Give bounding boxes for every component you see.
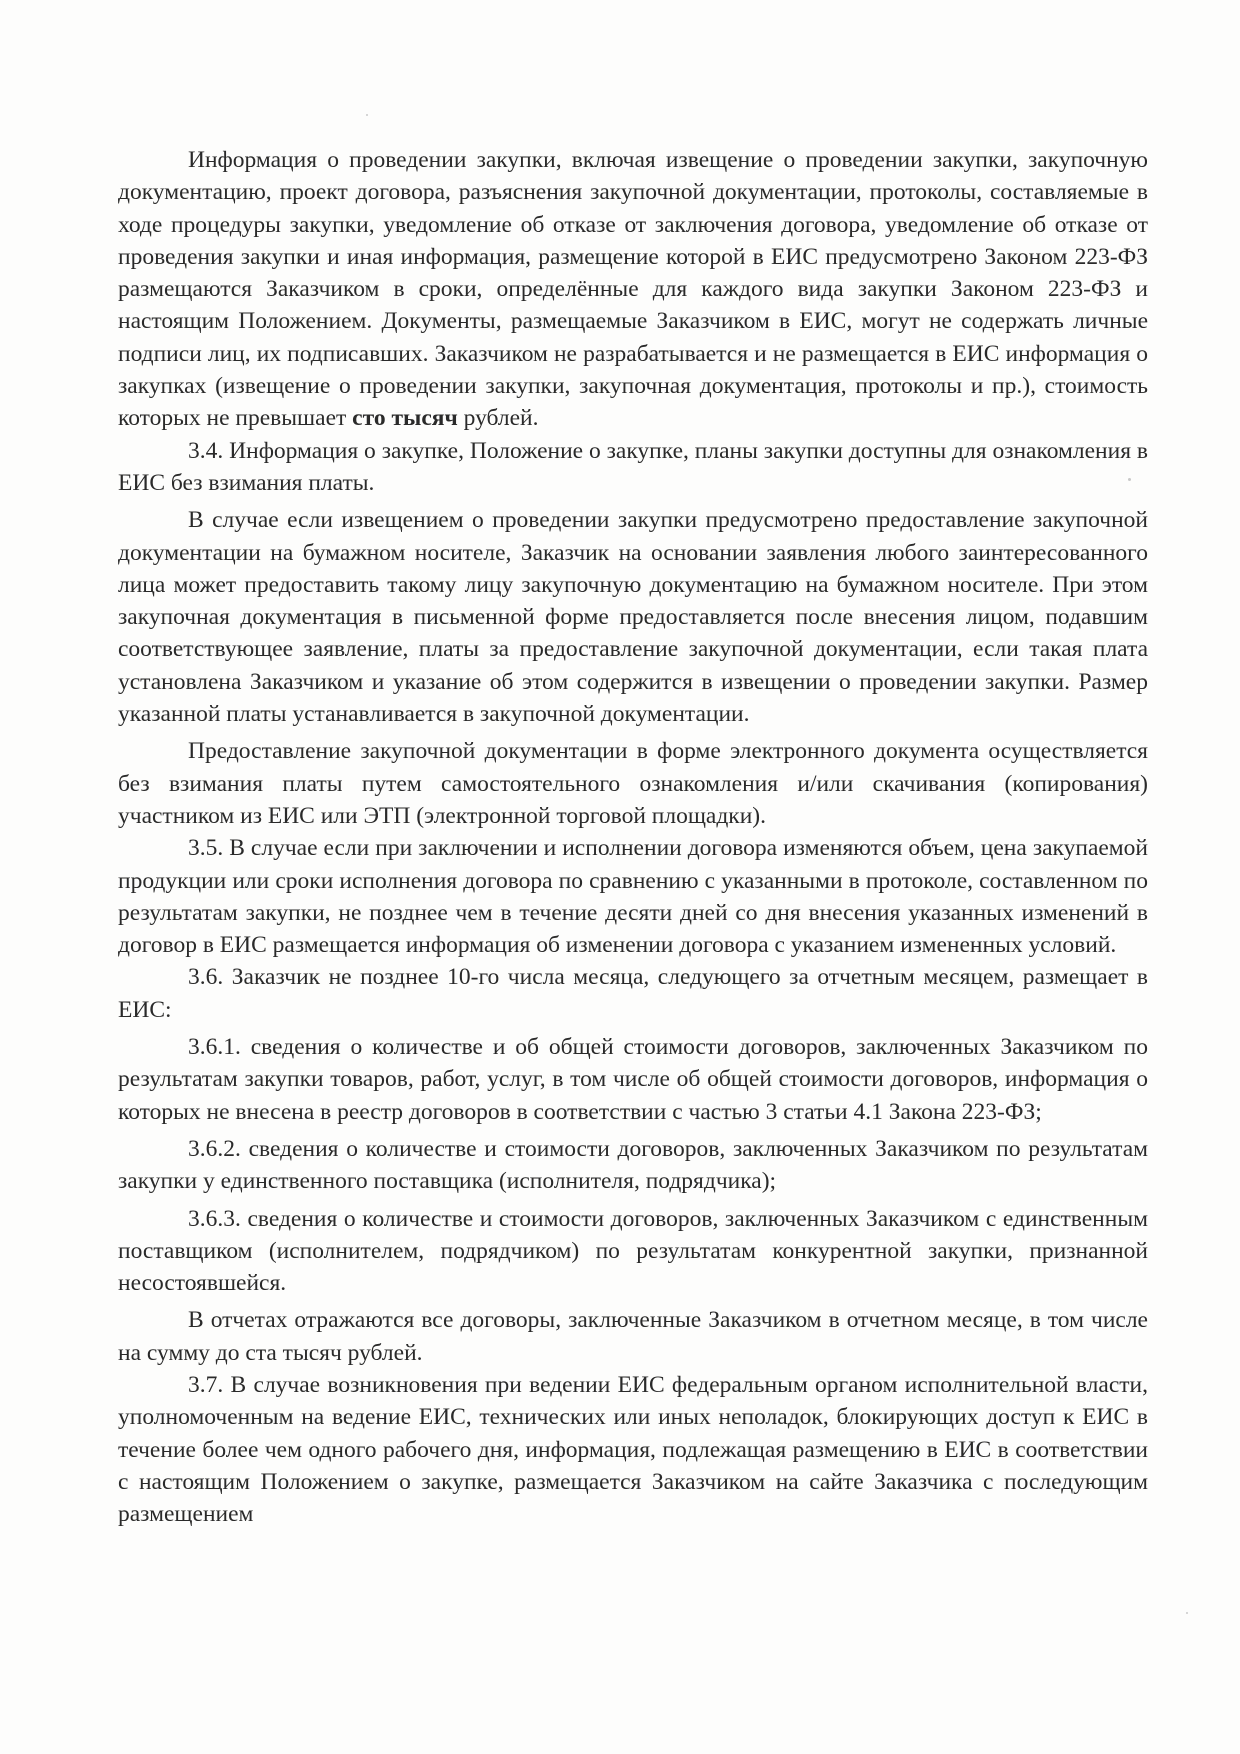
- bold-amount: сто тысяч: [352, 405, 458, 432]
- scan-speck: [1128, 478, 1131, 481]
- paragraph-text: Информация о проведении закупки, включая извещение о проведении закупки, закупочную документацию, проект договора, разъяснения закупочной документации, протоколы, составляемые в ходе процедуры закупки, уведомление об отказе от заключения договора, уведомление об отказе от проведения закупки и иная информация, размещение которой в ЕИС предусмотрено Законом 223-ФЗ размещаются Заказчиком в сроки, определённые для каждого вида закупки Законом 223-ФЗ и настоящим Положением. Документы, размещаемые Заказчиком в ЕИС, могут не содержать личные подписи лиц, их подписавших. Заказчиком не разрабатывается и не размещается в ЕИС информация о закупках (извещение о проведении закупки, закупочная документация, протоколы и пр.), стоимость которых не превышает: [118, 147, 1148, 432]
- paragraph-text-end: рублей.: [457, 405, 539, 432]
- paragraph-electronic-documentation: Предоставление закупочной документации в форме электронного документа осуществляется без взимания платы путем самостоятельного ознакомления и/или скачивания (копирования) участником из ЕИС или ЭТП (электронной торговой площадки).: [118, 738, 1148, 829]
- paragraph-3-6-1: 3.6.1. сведения о количестве и об общей стоимости договоров, заключенных Заказчиком по результатам закупки товаров, работ, услуг, в том числе об общей стоимости договоров, информация о которых не внесена в реестр договоров в соответствии с частью 3 статьи 4.1 Закона 223-ФЗ;: [118, 1034, 1148, 1125]
- paragraph-3-7: 3.7. В случае возникновения при ведении ЕИС федеральным органом исполнительной власти, уполномоченным на ведение ЕИС, технических или иных неполадок, блокирующих доступ к ЕИС в течение более чем одного рабочего дня, информация, подлежащая размещению в ЕИС в соответствии с настоящим Положением о закупке, размещается Заказчиком на сайте Заказчика с последующим размещением: [118, 1371, 1148, 1528]
- clause-number: 3.4.: [188, 437, 224, 464]
- scan-speck: [1186, 1612, 1188, 1614]
- paragraph-3-6-3: 3.6.3. сведения о количестве и стоимости договоров, заключенных Заказчиком с единственным поставщиком (исполнителем, подрядчиком) по результатам конкурентной закупки, признанной несостоявшейся.: [118, 1205, 1148, 1297]
- paragraph-3-6-2: 3.6.2. сведения о количестве и стоимости договоров, заключенных Заказчиком по результатам закупки у единственного поставщика (исполнителя, подрядчика);: [118, 1135, 1148, 1195]
- paragraph-paper-documentation: В случае если извещением о проведении закупки предусмотрено предоставление закупочной документации на бумажном носителе, Заказчик на основании заявления любого заинтересованного лица может предоставить такому лицу закупочную документацию на бумажном носителе. При этом закупочная документация в письменной форме предоставляется после внесения лицом, подавшим соответствующее заявление, платы за предоставление закупочной документации, если такая плата установлена Заказчиком и указание об этом содержится в извещении о проведении закупки. Размер указанной платы устанавливается в закупочной документации.: [118, 507, 1148, 728]
- paragraph-3-4: [118, 435, 1148, 500]
- paragraph-publication-info: [118, 144, 1148, 435]
- scan-speck: [366, 114, 368, 116]
- paragraph-reports: В отчетах отражаются все договоры, заключенные Заказчиком в отчетном месяце, в том числе на сумму до ста тысяч рублей.: [118, 1307, 1148, 1366]
- paragraph-3-5: 3.5. В случае если при заключении и исполнении договора изменяются объем, цена закупаемой продукции или сроки исполнения договора по сравнению с указанными в протоколе, составленном по результатам закупки, не позднее чем в течение десяти дней со дня внесения указанных изменений в договор в ЕИС размещается информация об изменении договора с указанием измененных условий.: [118, 835, 1148, 959]
- document-body: [118, 144, 1148, 1530]
- paragraph-text: Информация о закупке, Положение о закупке, планы закупки доступны для ознакомления в ЕИС без взимания платы.: [118, 437, 1148, 496]
- paragraph-3-6: 3.6. Заказчик не позднее 10-го числа месяца, следующего за отчетным месяцем, размещает в ЕИС:: [118, 964, 1148, 1023]
